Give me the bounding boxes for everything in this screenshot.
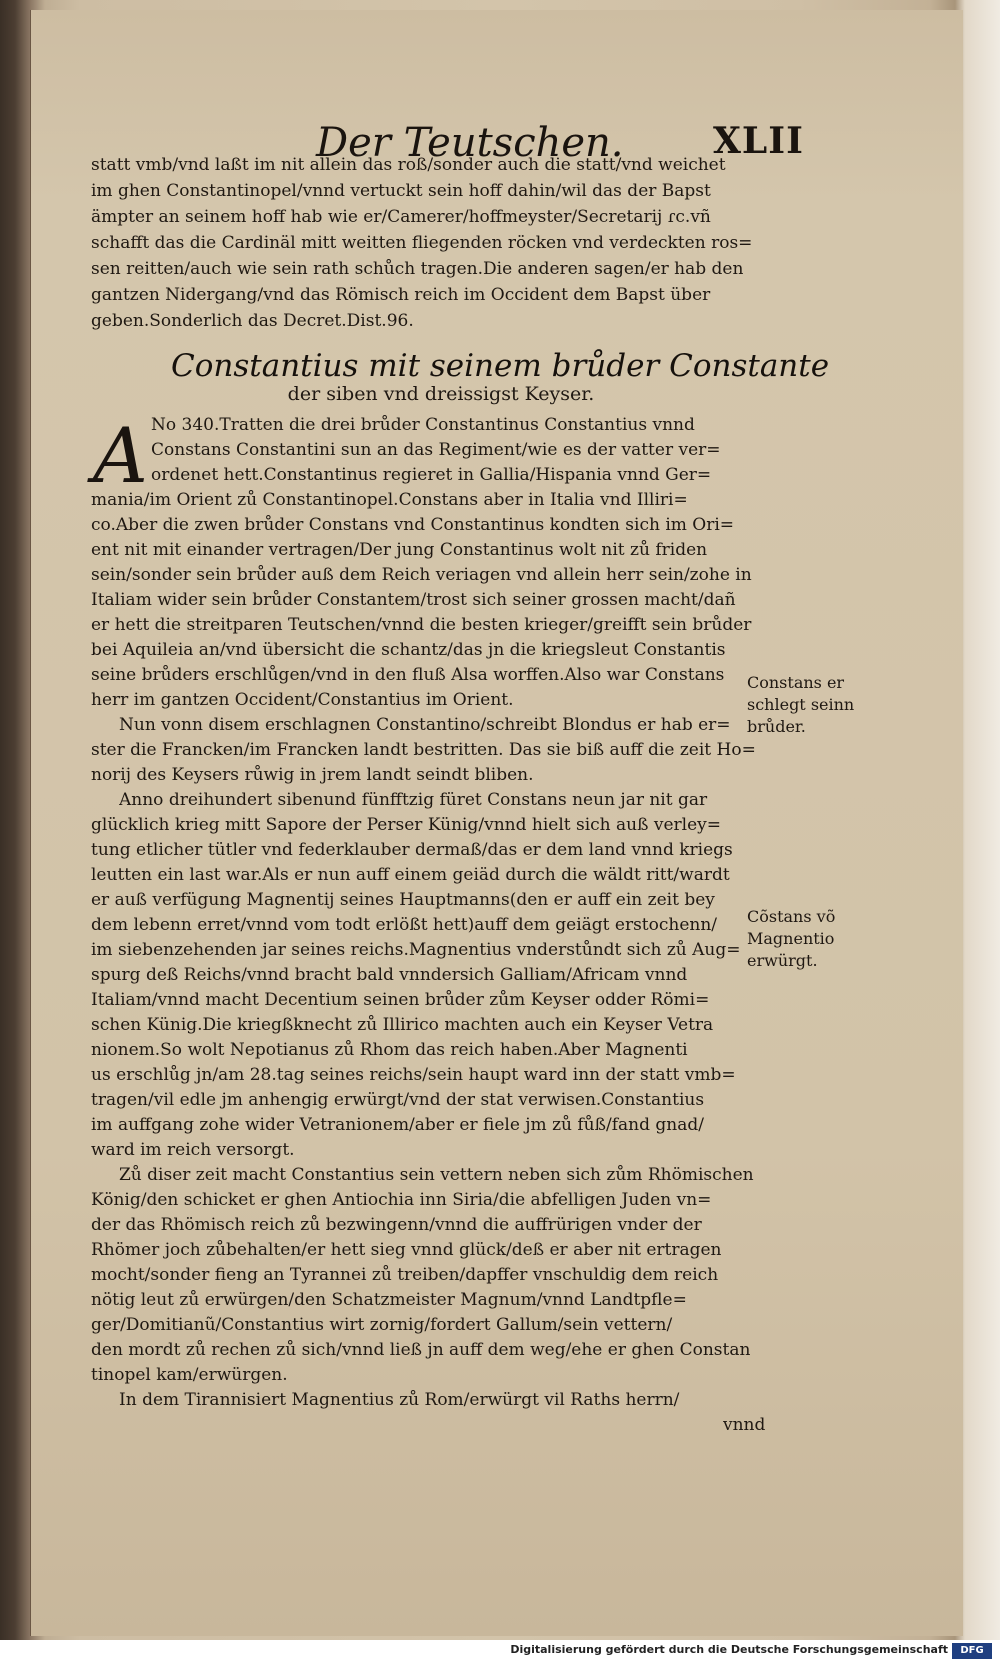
text-line: mania/im Orient zů Constantinopel.Constans aber in Italia vnd Illiri= — [91, 490, 688, 510]
running-head: Der Teutschen. — [316, 120, 624, 166]
text-line: er auß verfügung Magnentij seines Hauptmanns(den er auff ein zeit bey — [91, 890, 715, 910]
text-line: leutten ein last war.Als er nun auff einem geiäd durch die wäldt ritt/wardt — [91, 865, 730, 885]
text-line: ger/Domitianũ/Constantius wirt zornig/fordert Gallum/sein vettern/ — [91, 1315, 673, 1335]
text-line: statt vmb/vnd laßt im nit allein das roß/sonder auch die statt/vnd weichet — [91, 155, 726, 175]
text-line: den mordt zů rechen zů sich/vnnd ließ jn auff dem weg/ehe er ghen Constan — [91, 1340, 751, 1360]
text-line: im auffgang zohe wider Vetranionem/aber er fiele jm zů fůß/fand gnad/ — [91, 1115, 704, 1135]
text-line: ward im reich versorgt. — [91, 1140, 295, 1160]
text-line: ster die Francken/im Francken landt bestritten. Das sie biß auff die zeit Ho= — [91, 740, 756, 760]
text-line: im siebenzehenden jar seines reichs.Magnentius vnderstůndt sich zů Aug= — [91, 940, 741, 960]
text-line: co.Aber die zwen brůder Constans vnd Constantinus kondten sich im Ori= — [91, 515, 735, 535]
text-line: der das Rhömisch reich zů bezwingenn/vnnd die auffrürigen vnder der — [91, 1215, 702, 1235]
text-line: bei Aquileia an/vnd übersicht die schantz/das jn die kriegsleut Constantis — [91, 640, 726, 660]
text-line: Italiam/vnnd macht Decentium seinen brůder zům Keyser odder Römi= — [91, 990, 710, 1010]
margin-note-line: Cõstans võ — [747, 907, 836, 926]
text-line: dem lebenn erret/vnnd vom todt erlößt hett)auff dem geiägt erstochenn/ — [91, 915, 718, 935]
text-line: sein/sonder sein brůder auß dem Reich veriagen vnd allein herr sein/zohe in — [91, 565, 752, 585]
margin-note — [747, 672, 854, 738]
text-line: schafft das die Cardinäl mitt weitten fliegenden röcken vnd verdeckten ros= — [91, 233, 753, 253]
text-line: seine brůders erschlůgen/vnd in den fluß Alsa worffen.Also war Constans — [91, 665, 725, 685]
margin-note-line: Constans er — [747, 673, 845, 692]
text-line: Italiam wider sein brůder Constantem/trost sich seiner grossen macht/dañ — [91, 590, 736, 610]
text-line: Zů diser zeit macht Constantius sein vettern neben sich zům Rhömischen — [119, 1165, 754, 1185]
text-line: nötig leut zů erwürgen/den Schatzmeister Magnum/vnnd Landtpfle= — [91, 1290, 687, 1310]
text-line: Rhömer joch zůbehalten/er hett sieg vnnd glück/deß er aber nit ertragen — [91, 1240, 722, 1260]
dfg-logo: DFG — [952, 1643, 992, 1659]
text-line: herr im gantzen Occident/Constantius im Orient. — [91, 690, 514, 710]
margin-note-line: erwürgt. — [747, 951, 818, 970]
text-line: Nun vonn disem erschlagnen Constantino/schreibt Blondus er hab er= — [119, 715, 731, 735]
text-line: Anno dreihundert sibenund fünfftzig füret Constans neun jar nit gar — [119, 790, 708, 810]
text-line: sen reitten/auch wie sein rath schůch tragen.Die anderen sagen/er hab den — [91, 259, 744, 279]
text-line: gantzen Nidergang/vnd das Römisch reich im Occident dem Bapst über — [91, 285, 711, 305]
margin-note — [747, 906, 835, 972]
margin-note-line: brůder. — [747, 717, 806, 736]
text-line: schen Künig.Die kriegßknecht zů Illirico machten auch ein Keyser Vetra — [91, 1015, 714, 1035]
text-line: tinopel kam/erwürgen. — [91, 1365, 288, 1385]
book-page — [30, 10, 963, 1636]
text-line: ordenet hett.Constantinus regieret in Gallia/Hispania vnnd Ger= — [151, 465, 712, 485]
text-line: glücklich krieg mitt Sapore der Perser Künig/vnnd hielt sich auß verley= — [91, 815, 722, 835]
text-line: ent nit mit einander vertragen/Der jung Constantinus wolt nit zů friden — [91, 540, 708, 560]
text-line: geben.Sonderlich das Decret.Dist.96. — [91, 311, 414, 331]
text-line: nionem.So wolt Nepotianus zů Rhom das reich haben.Aber Magnenti — [91, 1040, 688, 1060]
text-line: er hett die streitparen Teutschen/vnnd die besten krieger/greifft sein brůder — [91, 615, 752, 635]
text-line: us erschlůg jn/am 28.tag seines reichs/sein haupt ward inn der statt vmb= — [91, 1065, 736, 1085]
text-line: im ghen Constantinopel/vnnd vertuckt sein hoff dahin/wil das der Bapst — [91, 181, 711, 201]
margin-note-line: schlegt seinn — [747, 695, 855, 714]
text-line: tung etlicher tütler vnd federklauber dermaß/das er dem land vnnd kriegs — [91, 840, 733, 860]
margin-note-line: Magnentio — [747, 929, 835, 948]
chapter-subtitle: der siben vnd dreissigst Keyser. — [287, 383, 595, 405]
footer-credit: Digitalisierung gefördert durch die Deutsche Forschungsgemeinschaft — [510, 1643, 948, 1656]
text-line: Constans Constantini sun an das Regiment/wie es der vatter ver= — [151, 440, 721, 460]
chapter-title: Constantius mit seinem brůder Constante — [171, 348, 830, 384]
text-line: No 340.Tratten die drei brůder Constantinus Constantius vnnd — [151, 415, 695, 435]
text-line: spurg deß Reichs/vnnd bracht bald vnndersich Galliam/Africam vnnd — [91, 965, 688, 985]
text-line: König/den schicket er ghen Antiochia inn Siria/die abfelligen Juden vn= — [91, 1190, 712, 1210]
text-line: norij des Keysers růwig in jrem landt seindt bliben. — [91, 765, 534, 785]
text-line: mocht/sonder fieng an Tyrannei zů treiben/dapffer vnschuldig dem reich — [91, 1265, 719, 1285]
text-line: In dem Tirannisiert Magnentius zů Rom/erwürgt vil Raths herrn/ — [119, 1390, 680, 1410]
folio-number: XLII — [713, 120, 804, 162]
decorated-initial: A — [93, 411, 148, 500]
text-line: ämpter an seinem hoff hab wie er/Camerer/hoffmeyster/Secretarij ɾc.vñ — [91, 207, 711, 227]
text-line: vnnd — [723, 1415, 766, 1435]
text-line: tragen/vil edle jm anhengig erwürgt/vnd der stat verwisen.Constantius — [91, 1090, 705, 1110]
footer-bar — [0, 1640, 1000, 1664]
